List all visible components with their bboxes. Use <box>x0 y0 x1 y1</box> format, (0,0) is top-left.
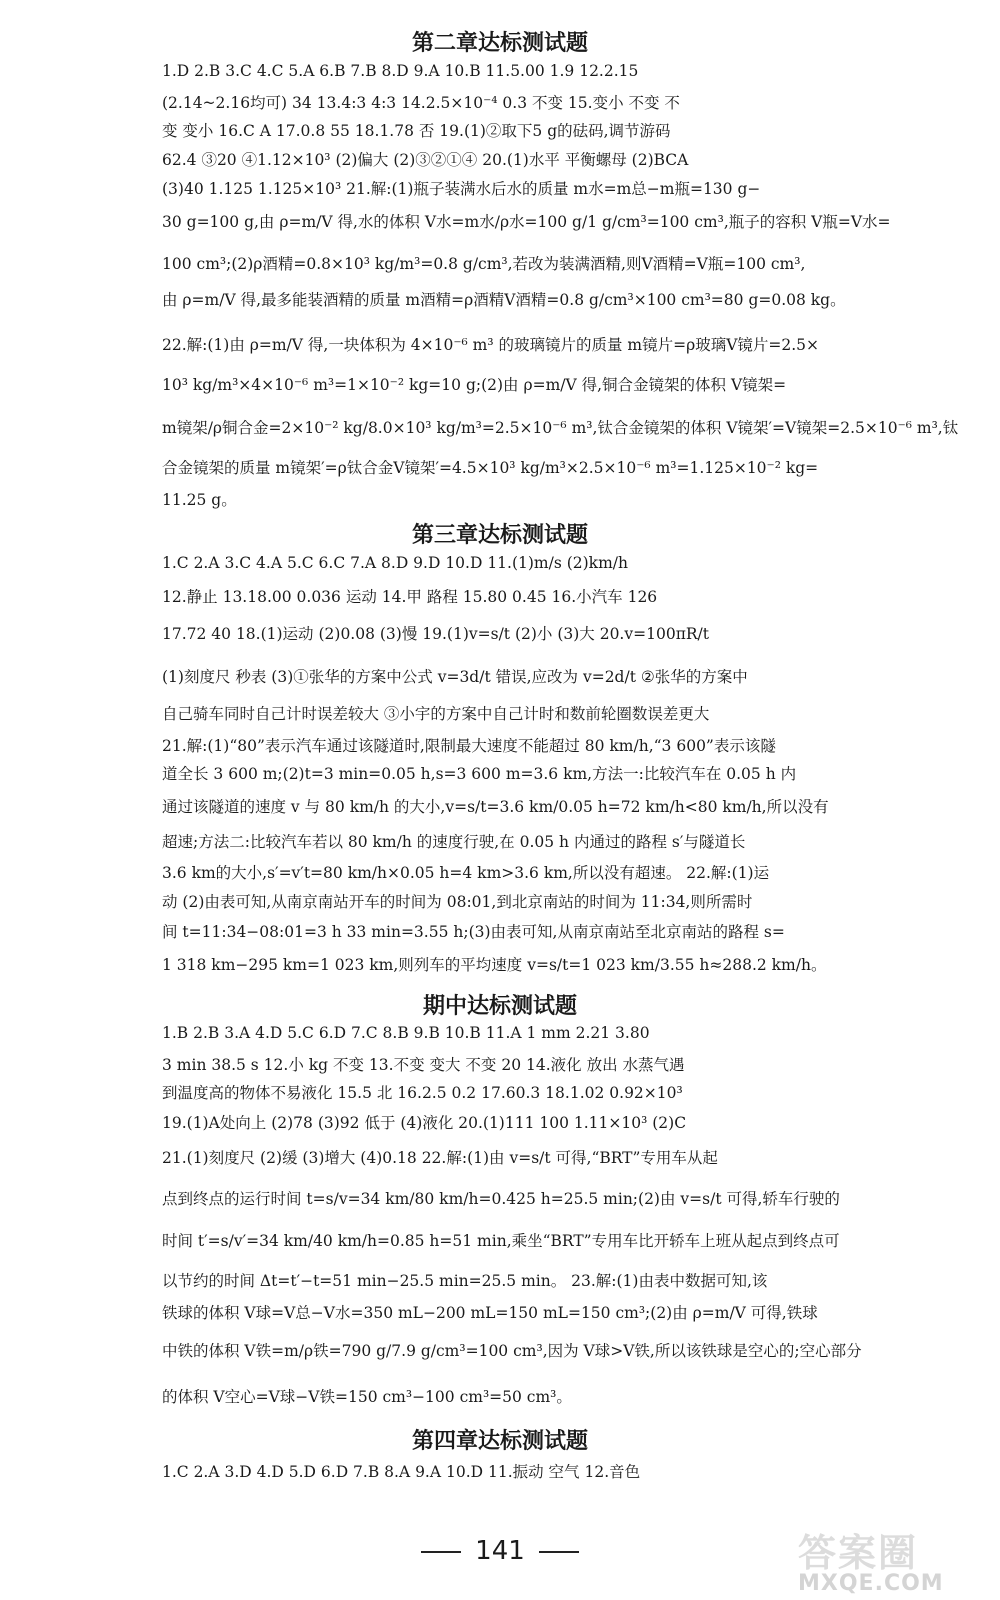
watermark-logo-text: 答案圈 <box>798 1531 919 1575</box>
text-line: 以节约的时间 Δt=t′−t=51 min−25.5 min=25.5 min。 23.解:(1)由表中数据可知,该 <box>162 1272 768 1290</box>
text-line: 超速;方法二:比较汽车若以 80 km/h 的速度行驶,在 0.05 h 内通过的路程 s′与隧道长 <box>162 833 746 851</box>
text-line: 时间 t′=s/v′=34 km/40 km/h=0.85 h=51 min,乘坐“BRT”专用车比开轿车上班从起点到终点可 <box>162 1232 840 1250</box>
section-title: 第三章达标测试题 <box>411 523 588 548</box>
text-line: 间 t=11:34−08:01=3 h 33 min=3.55 h;(3)由表可知,从南京南站至北京南站的路程 s= <box>162 923 785 941</box>
section-title: 期中达标测试题 <box>422 994 577 1019</box>
text-line: 12.静止 13.18.00 0.036 运动 14.甲 路程 15.80 0.45 16.小汽车 126 <box>162 588 658 606</box>
text-line: 合金镜架的质量 m镜架′=ρ钛合金V镜架′=4.5×10³ kg/m³×2.5×10⁻⁶ m³=1.125×10⁻² kg= <box>162 459 819 477</box>
text-line: 17.72 40 18.(1)运动 (2)0.08 (3)慢 19.(1)v=s/t (2)小 (3)大 20.v=100πR/t <box>162 625 709 643</box>
text-line: 21.解:(1)“80”表示汽车通过该隧道时,限制最大速度不能超过 80 km/h,“3 600”表示该隧 <box>162 737 776 755</box>
text-line: 21.(1)刻度尺 (2)缓 (3)增大 (4)0.18 22.解:(1)由 v=s/t 可得,“BRT”专用车从起 <box>162 1149 718 1167</box>
text-line: (1)刻度尺 秒表 (3)①张华的方案中公式 v=3d/t 错误,应改为 v=2d/t ②张华的方案中 <box>162 668 748 686</box>
page-number-value: 141 <box>475 1536 525 1566</box>
text-line: 铁球的体积 V球=V总−V水=350 mL−200 mL=150 mL=150 cm³;(2)由 ρ=m/V 可得,铁球 <box>162 1304 818 1322</box>
text-line: 22.解:(1)由 ρ=m/V 得,一块体积为 4×10⁻⁶ m³ 的玻璃镜片的质量 m镜片=ρ玻璃V镜片=2.5× <box>162 336 820 354</box>
section-title: 第二章达标测试题 <box>411 31 588 56</box>
section-title: 第四章达标测试题 <box>411 1429 588 1454</box>
text-line: m镜架/ρ铜合金=2×10⁻² kg/8.0×10³ kg/m³=2.5×10⁻⁶ m³,钛合金镜架的体积 V镜架′=V镜架=2.5×10⁻⁶ m³,钛 <box>162 419 959 437</box>
text-line: 100 cm³;(2)ρ酒精=0.8×10³ kg/m³=0.8 g/cm³,若改为装满酒精,则V酒精=V瓶=100 cm³, <box>162 255 806 273</box>
text-line: 自己骑车同时自己计时误差较大 ③小宇的方案中自己计时和数前轮圈数误差更大 <box>162 705 710 723</box>
text-line: 30 g=100 g,由 ρ=m/V 得,水的体积 V水=m水/ρ水=100 g/1 g/cm³=100 cm³,瓶子的容积 V瓶=V水= <box>162 213 891 231</box>
text-line: 1.C 2.A 3.C 4.A 5.C 6.C 7.A 8.D 9.D 10.D 11.(1)m/s (2)km/h <box>162 554 628 572</box>
text-line: 1.C 2.A 3.D 4.D 5.D 6.D 7.B 8.A 9.A 10.D 11.振动 空气 12.音色 <box>162 1463 641 1481</box>
text-line: 10³ kg/m³×4×10⁻⁶ m³=1×10⁻² kg=10 g;(2)由 ρ=m/V 得,铜合金镜架的体积 V镜架= <box>162 376 787 394</box>
text-line: 中铁的体积 V铁=m/ρ铁=790 g/7.9 g/cm³=100 cm³,因为 V球>V铁,所以该铁球是空心的;空心部分 <box>162 1342 862 1360</box>
text-line: 3.6 km的大小,s′=v′t=80 km/h×0.05 h=4 km>3.6 km,所以没有超速。 22.解:(1)运 <box>162 864 770 882</box>
text-line: 点到终点的运行时间 t=s/v=34 km/80 km/h=0.425 h=25.5 min;(2)由 v=s/t 可得,轿车行驶的 <box>162 1190 840 1208</box>
text-line: 1.D 2.B 3.C 4.C 5.A 6.B 7.B 8.D 9.A 10.B 11.5.00 1.9 12.2.15 <box>162 62 639 80</box>
text-line: (2.14~2.16均可) 34 13.4:3 4:3 14.2.5×10⁻⁴ 0.3 不变 15.变小 不变 不 <box>162 94 680 112</box>
text-line: 3 min 38.5 s 12.小 kg 不变 13.不变 变大 不变 20 14.液化 放出 水蒸气遇 <box>162 1056 685 1074</box>
text-line: 到温度高的物体不易液化 15.5 北 16.2.5 0.2 17.60.3 18.1.02 0.92×10³ <box>162 1084 683 1102</box>
text-line: 变 变小 16.C A 17.0.8 55 18.1.78 否 19.(1)②取下5 g的砝码,调节游码 <box>162 122 671 140</box>
text-line: 19.(1)A处向上 (2)78 (3)92 低于 (4)液化 20.(1)111 100 1.11×10³ (2)C <box>162 1114 687 1132</box>
text-line: 通过该隧道的速度 v 与 80 km/h 的大小,v=s/t=3.6 km/0.05 h=72 km/h<80 km/h,所以没有 <box>162 798 829 816</box>
text-line: 由 ρ=m/V 得,最多能装酒精的质量 m酒精=ρ酒精V酒精=0.8 g/cm³×100 cm³=80 g=0.08 kg。 <box>162 291 846 309</box>
text-line: 11.25 g。 <box>162 491 237 509</box>
text-line: 道全长 3 600 m;(2)t=3 min=0.05 h,s=3 600 m=3.6 km,方法一:比较汽车在 0.05 h 内 <box>162 765 797 783</box>
text-line: 1 318 km−295 km=1 023 km,则列车的平均速度 v=s/t=1 023 km/3.55 h≈288.2 km/h。 <box>162 956 827 974</box>
text-line: 动 (2)由表可知,从南京南站开车的时间为 08:01,到北京南站的时间为 11:34,则所需时 <box>162 893 753 911</box>
text-line: 的体积 V空心=V球−V铁=150 cm³−100 cm³=50 cm³。 <box>162 1388 572 1406</box>
watermark <box>798 1522 988 1596</box>
text-line: 1.B 2.B 3.A 4.D 5.C 6.D 7.C 8.B 9.B 10.B 11.A 1 mm 2.21 3.80 <box>162 1024 650 1042</box>
text-line: (3)40 1.125 1.125×10³ 21.解:(1)瓶子装满水后水的质量 m水=m总−m瓶=130 g− <box>162 180 761 198</box>
page-number-dash <box>421 1551 461 1553</box>
watermark-url: MXQE.COM <box>798 1571 944 1596</box>
text-line: 62.4 ③20 ④1.12×10³ (2)偏大 (2)③②①④ 20.(1)水平 平衡螺母 (2)BCA <box>162 151 689 169</box>
page-number-dash <box>539 1551 579 1553</box>
